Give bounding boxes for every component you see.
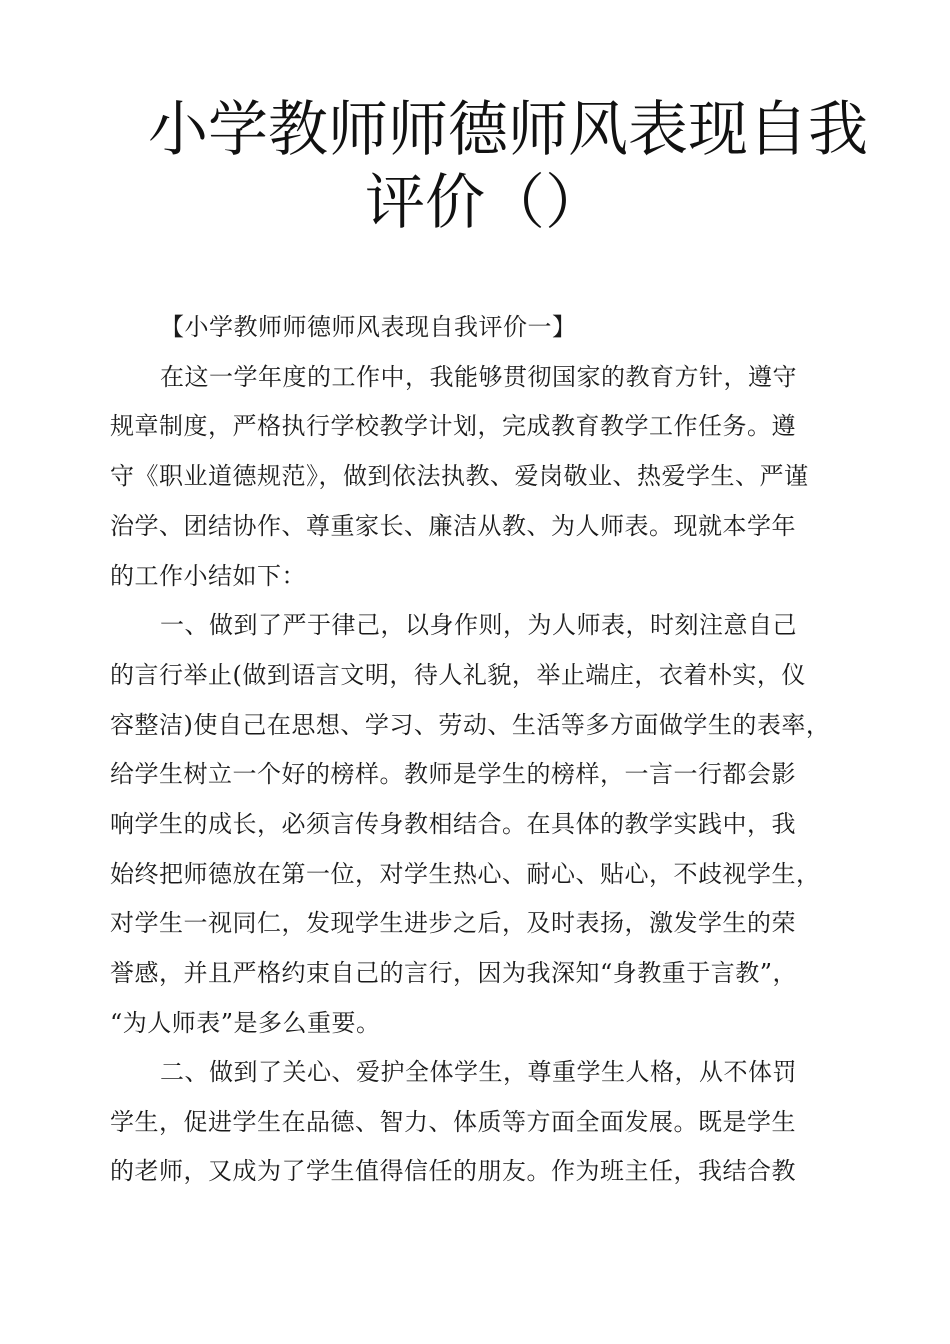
paragraph-line: 容整洁)使自己在思想、学习、劳动、生活等多方面做学生的表率， — [110, 711, 831, 739]
paragraph-line: 在这一学年度的工作中，我能够贯彻国家的教育方针，遵守 — [160, 363, 797, 391]
paragraph-line: 誉感，并且严格约束自己的言行，因为我深知“身教重于言教”， — [110, 959, 798, 987]
paragraph-line: 一、做到了严于律己，以身作则，为人师表，时刻注意自己 — [160, 611, 797, 639]
paragraph-line: 始终把师德放在第一位，对学生热心、耐心、贴心，不歧视学生， — [110, 860, 821, 888]
paragraph-line: 给学生树立一个好的榜样。教师是学生的榜样，一言一行都会影 — [110, 760, 796, 788]
paragraph-line: 规章制度，严格执行学校教学计划，完成教育教学工作任务。遵 — [110, 412, 796, 440]
paragraph-line: 的言行举止(做到语言文明，待人礼貌，举止端庄，衣着朴实，仪 — [110, 661, 806, 689]
document-title-line-2: 评价（） — [365, 168, 605, 238]
document-title-line-1: 小学教师师德师风表现自我 — [148, 95, 868, 165]
paragraph-line: 对学生一视同仁，发现学生进步之后，及时表扬，激发学生的荣 — [110, 909, 796, 937]
paragraph-line: “为人师表”是多么重要。 — [110, 1009, 381, 1037]
paragraph-line: 响学生的成长，必须言传身教相结合。在具体的教学实践中，我 — [110, 810, 796, 838]
paragraph-line: 的老师，又成为了学生值得信任的朋友。作为班主任，我结合教 — [110, 1157, 796, 1185]
paragraph-line: 的工作小结如下： — [110, 562, 306, 590]
paragraph-line: 学生，促进学生在品德、智力、体质等方面全面发展。既是学生 — [110, 1108, 796, 1136]
paragraph-line: 二、做到了关心、爱护全体学生，尊重学生人格，从不体罚 — [160, 1058, 797, 1086]
section-heading: 【小学教师师德师风表现自我评价一】 — [160, 313, 577, 341]
paragraph-line: 守《职业道德规范》，做到依法执教、爱岗敬业、热爱学生、严谨 — [110, 462, 809, 490]
paragraph-line: 治学、团结协作、尊重家长、廉洁从教、为人师表。现就本学年 — [110, 512, 796, 540]
